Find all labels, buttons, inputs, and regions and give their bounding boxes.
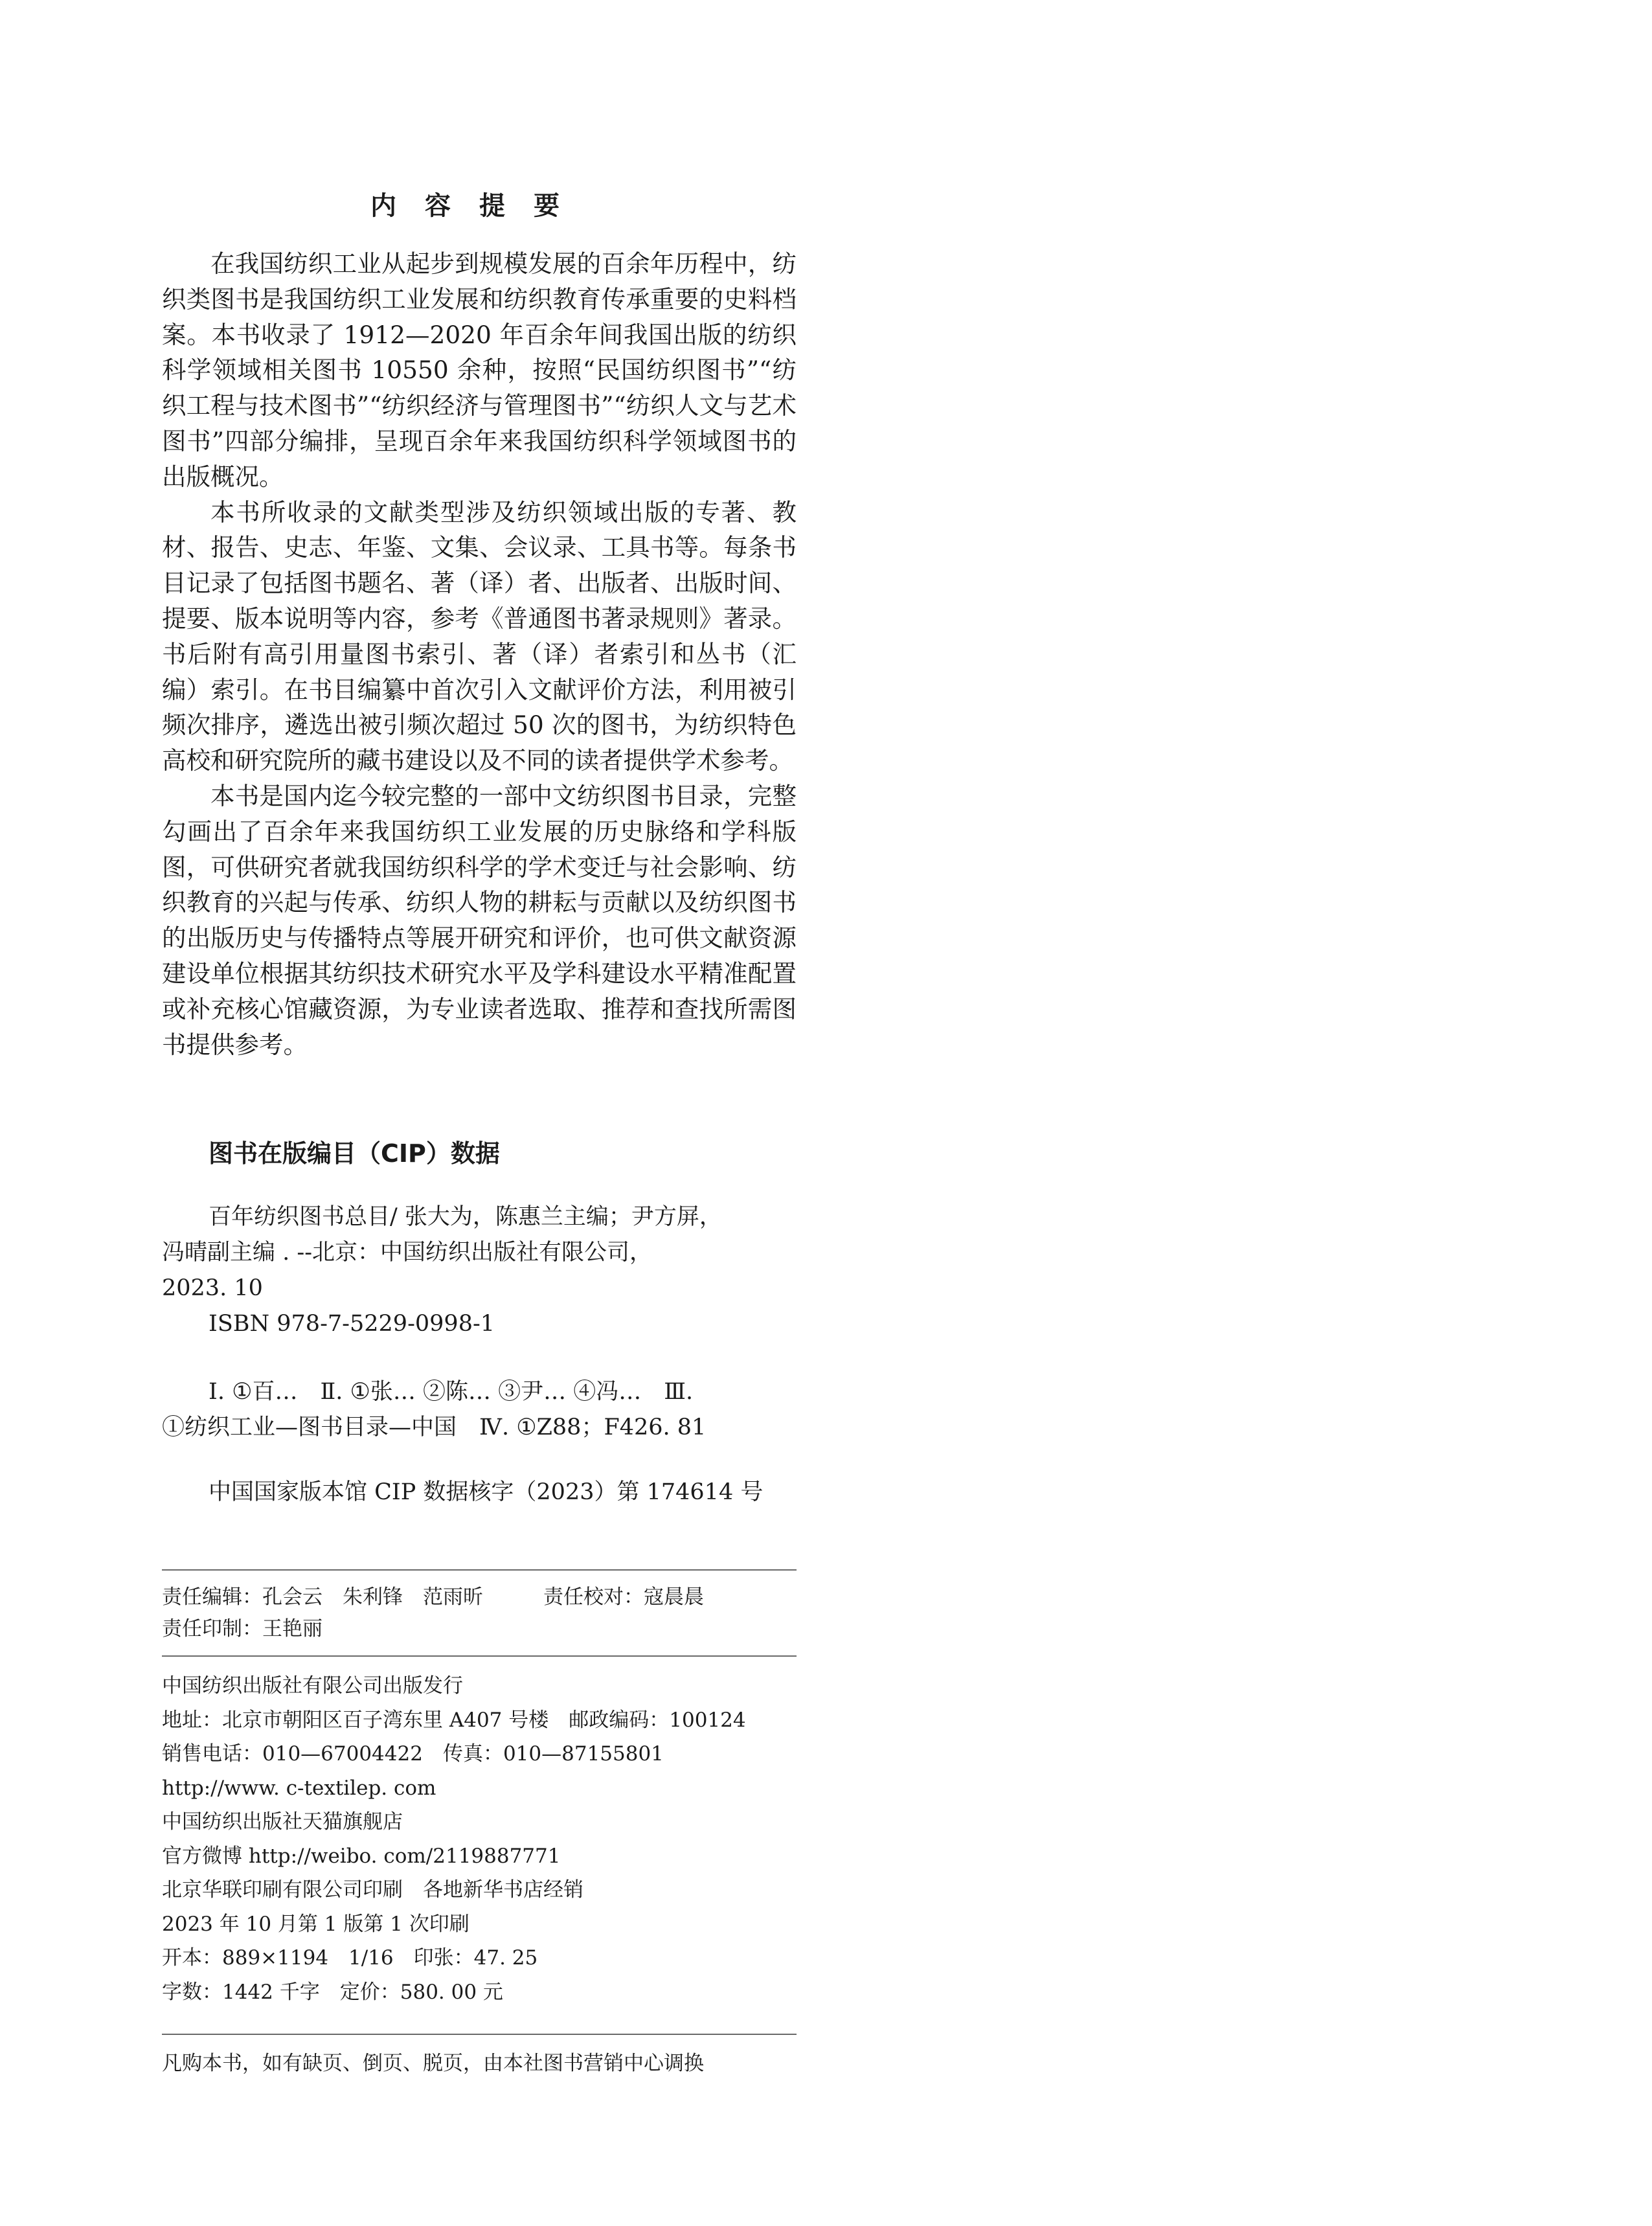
divider	[162, 1655, 797, 1657]
summary-body	[162, 246, 797, 1062]
summary-paragraph: 本书所收录的文献类型涉及纺织领域出版的专著、教材、报告、史志、年鉴、文集、会议录、工具书等。每条书目记录了包括图书题名、著（译）者、出版者、出版时间、提要、版本说明等内容，参考《普通图书著录规则》著录。书后附有高引用量图书索引、著（译）者索引和丛书（汇编）索引。在书目编纂中首次引入文献评价方法，利用被引频次排序，遴选出被引频次超过 50 次的图书，为纺织特色高校和研究院所的藏书建设以及不同的读者提供学术参考。	[162, 497, 797, 775]
summary-paragraph: 在我国纺织工业从起步到规模发展的百余年历程中，纺织类图书是我国纺织工业发展和纺织教育传承重要的史料档案。本书收录了 1912—2020 年百余年间我国出版的纺织科学领域相关图书 10550 余种，按照“民国纺织图书”“纺织工程与技术图书”“纺织经济与管理图书”“纺织人文与艺术图书”四部分编排，呈现百余年来我国纺织科学领域图书的出版概况。	[162, 249, 797, 491]
staff-line: 责任印制：王艳丽	[162, 1617, 322, 1641]
cip-classification	[162, 1374, 797, 1446]
publisher-line: 官方微博 http://weibo. com/2119887771	[162, 1844, 561, 1868]
cip-classification-line: ①纺织工业—图书目录—中国 Ⅳ. ①Z88；F426. 81	[162, 1414, 707, 1440]
cip-approval	[162, 1475, 797, 1510]
staff-credits	[162, 1582, 809, 1645]
cip-approval-number: 中国国家版本馆 CIP 数据核字（2023）第 174614 号	[209, 1479, 764, 1505]
divider	[162, 2034, 797, 2035]
staff-line: 责任编辑：孔会云 朱利锋 范雨昕 责任校对：寇晨晨	[162, 1585, 704, 1609]
cip-record-line: 2023. 10	[162, 1275, 263, 1301]
publisher-line: 地址：北京市朝阳区百子湾东里 A407 号楼 邮政编码：100124	[162, 1708, 746, 1732]
publisher-line: 北京华联印刷有限公司印刷 各地新华书店经销	[162, 1878, 583, 1902]
cip-classification-line: Ⅰ. ①百… Ⅱ. ①张… ②陈… ③尹… ④冯… Ⅲ.	[209, 1379, 694, 1405]
publisher-line: 中国纺织出版社有限公司出版发行	[162, 1674, 463, 1698]
replacement-notice: 凡购本书，如有缺页、倒页、脱页，由本社图书营销中心调换	[162, 2052, 704, 2075]
cip-title: 图书在版编目（CIP）数据	[209, 1139, 500, 1168]
cip-record	[162, 1199, 797, 1342]
publisher-line: 销售电话：010—67004422 传真：010—87155801	[162, 1742, 664, 1766]
cip-record-line: 冯晴副主编 . --北京：中国纺织出版社有限公司，	[162, 1240, 653, 1266]
summary-title: 内容提要	[370, 191, 588, 221]
divider	[162, 1569, 797, 1571]
publisher-line: 字数：1442 千字 定价：580. 00 元	[162, 1980, 503, 2004]
cip-record-line: 百年纺织图书总目/ 张大为，陈惠兰主编；尹方屏，	[209, 1204, 722, 1230]
summary-paragraph: 本书是国内迄今较完整的一部中文纺织图书目录，完整勾画出了百余年来我国纺织工业发展的历史脉络和学科版图，可供研究者就我国纺织科学的学术变迁与社会影响、纺织教育的兴起与传承、纺织人物的耕耘与贡献以及纺织图书的出版历史与传播特点等展开研究和评价，也可供文献资源建设单位根据其纺织技术研究水平及学科建设水平精准配置或补充核心馆藏资源，为专业读者选取、推荐和查找所需图书提供参考。	[162, 781, 797, 1059]
publisher-line: http://www. c-textilep. com	[162, 1776, 436, 1800]
publisher-line: 开本：889×1194 1/16 印张：47. 25	[162, 1946, 538, 1970]
isbn-line: ISBN 978-7-5229-0998-1	[209, 1311, 495, 1337]
publisher-line: 中国纺织出版社天猫旗舰店	[162, 1810, 403, 1834]
publisher-line: 2023 年 10 月第 1 版第 1 次印刷	[162, 1912, 470, 1936]
publisher-info	[162, 1669, 809, 2009]
